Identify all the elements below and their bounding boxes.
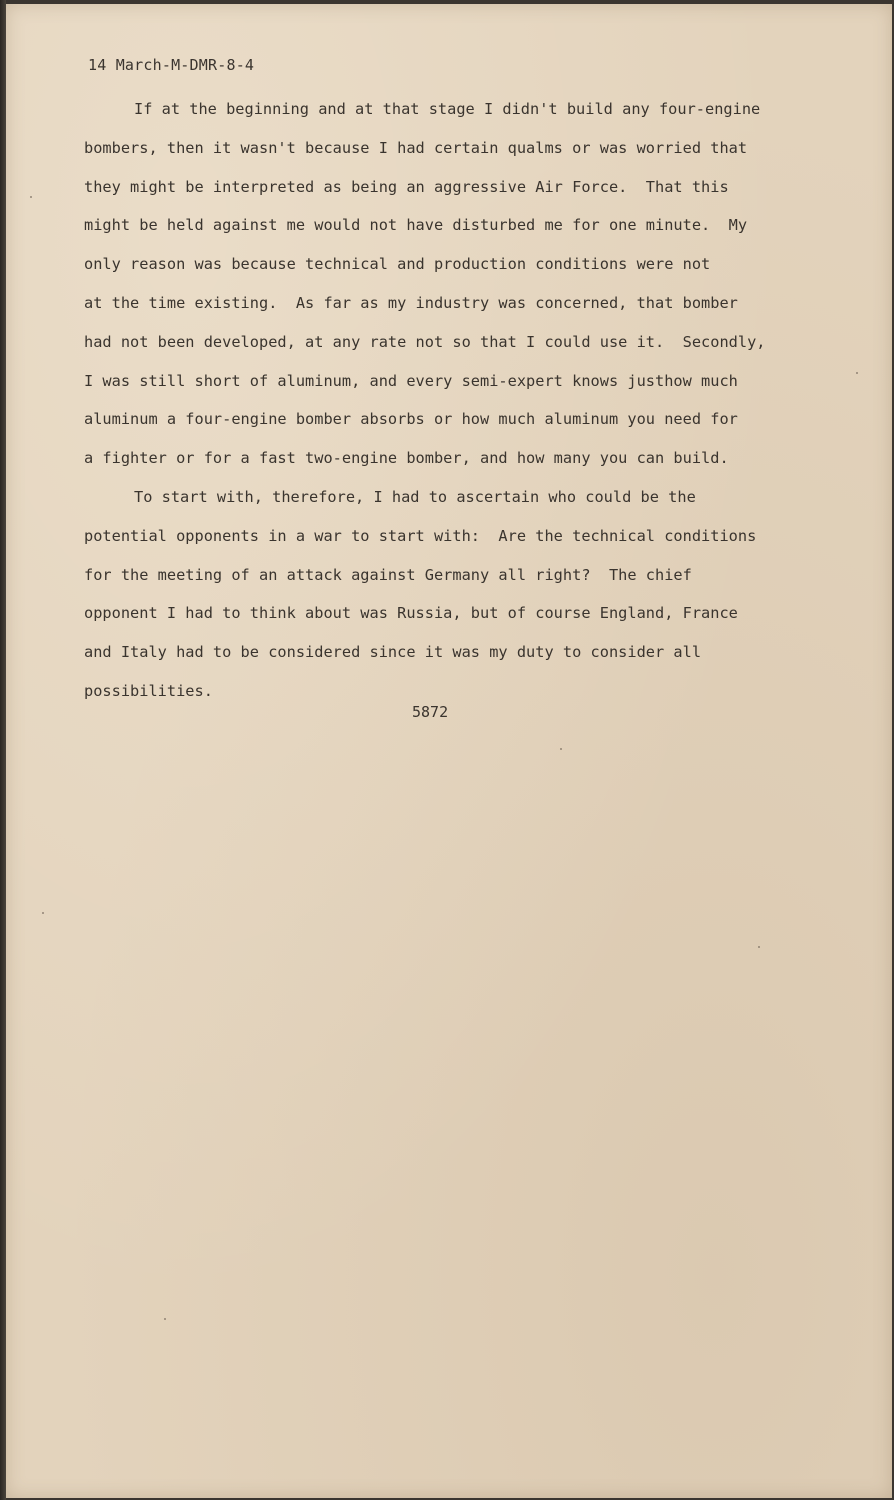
text-line: they might be interpreted as being an aggressive Air Force. That this: [84, 177, 729, 196]
text-line: opponent I had to think about was Russia, but of course England, France: [84, 604, 738, 623]
text-line: had not been developed, at any rate not so that I could use it. Secondly,: [84, 332, 766, 351]
document-body: [84, 90, 804, 711]
paper-speck: [758, 946, 760, 948]
text-line: only reason was because technical and production conditions were not: [84, 255, 711, 274]
paragraph-1: [84, 90, 804, 478]
page-number: 5872: [412, 703, 449, 721]
text-line: potential opponents in a war to start with: Are the technical conditions: [84, 526, 757, 545]
paper-speck: [560, 748, 562, 750]
text-line: and Italy had to be considered since it was my duty to consider all: [84, 643, 702, 662]
document-header: 14 March-M-DMR-8-4: [88, 56, 255, 74]
text-line: for the meeting of an attack against Germany all right? The chief: [84, 565, 692, 584]
paper-speck: [164, 1318, 166, 1320]
text-line: I was still short of aluminum, and every semi-expert knows justhow much: [84, 371, 738, 390]
text-line: aluminum a four-engine bomber absorbs or how much aluminum you need for: [84, 410, 738, 429]
paper-speck: [30, 196, 32, 198]
paper-speck: [42, 912, 44, 914]
text-line: at the time existing. As far as my industry was concerned, that bomber: [84, 293, 738, 312]
text-line: bombers, then it wasn't because I had certain qualms or was worried that: [84, 138, 748, 157]
text-line: might be held against me would not have disturbed me for one minute. My: [84, 216, 748, 235]
text-line: If at the beginning and at that stage I didn't build any four-engine: [134, 100, 761, 118]
paragraph-2: [84, 478, 804, 711]
paper-speck: [856, 372, 858, 374]
text-line: possibilities.: [84, 681, 213, 700]
text-line: a fighter or for a fast two-engine bomber, and how many you can build.: [84, 449, 729, 468]
text-line: To start with, therefore, I had to ascertain who could be the: [134, 487, 696, 506]
